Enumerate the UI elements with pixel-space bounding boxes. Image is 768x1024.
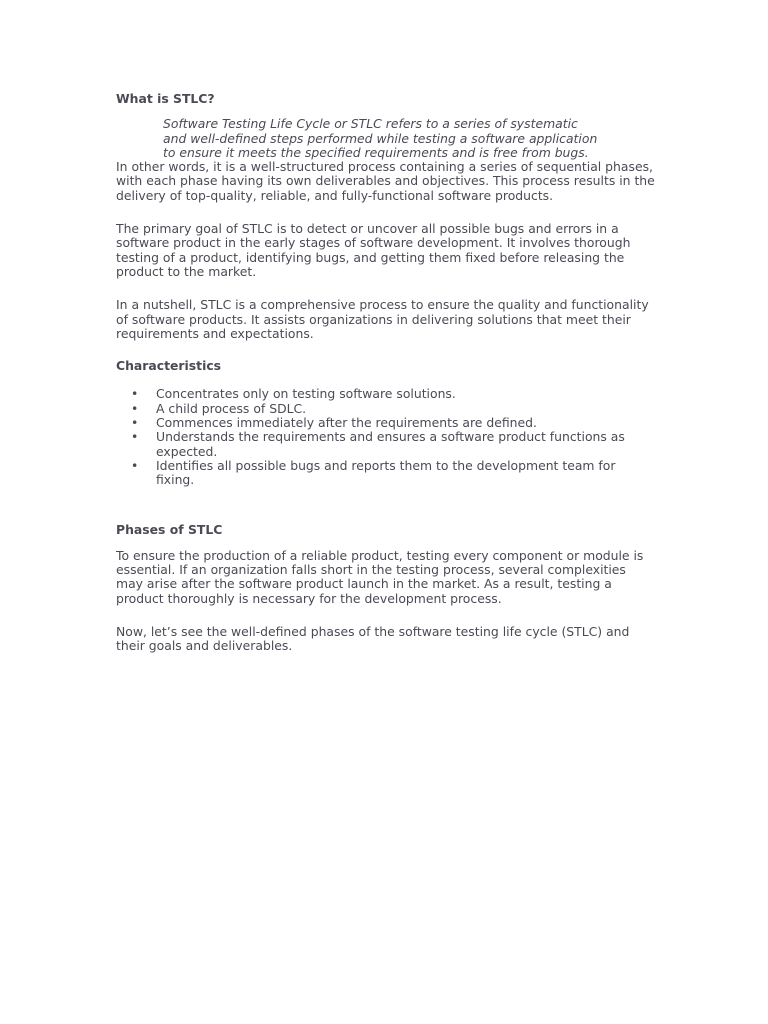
list-item-text: Identifies all possible bugs and reports them to the development team for fixing. (156, 457, 616, 488)
list-item (116, 459, 656, 488)
paragraph-ensure-production: To ensure the production of a reliable product, testing every component or module is essential. If an organization falls short in the testing process, several complexities may arise after the software product launch in the market. As a result, testing a product thoroughly is necessary for the development process. (116, 547, 644, 606)
paragraph-primary-goal: The primary goal of STLC is to detect or uncover all possible bugs and errors in a software product in the early stages of software development. It involves thorough testing of a product, identifying bugs, and getting them fixed before releasing the product to the market. (116, 221, 631, 279)
bullet-icon: • (131, 386, 139, 402)
heading-what-is-stlc: What is STLC? (116, 91, 215, 106)
list-item-text: Understands the requirements and ensures a software product functions as expected. (156, 429, 625, 459)
bullet-icon: • (131, 415, 139, 431)
document-page (116, 92, 656, 654)
bullet-icon: • (131, 457, 139, 473)
list-item (116, 416, 656, 430)
list-item-text: A child process of SDLC. (156, 400, 307, 416)
bullet-icon: • (131, 400, 139, 416)
heading-characteristics: Characteristics (116, 358, 222, 374)
paragraph-in-a-nutshell: In a nutshell, STLC is a comprehensive process to ensure the quality and functionality of software products. It assists organizations in delivering solutions that meet their requirements and expectations. (116, 297, 649, 341)
list-item-text: Commences immediately after the requirements are defined. (156, 415, 537, 431)
list-item (116, 402, 656, 416)
bullet-icon: • (131, 429, 139, 445)
paragraph-in-other-words: In other words, it is a well-structured process containing a series of sequential phases, with each phase having its own deliverables and objectives. This process results in the delivery of top-quality, reliable, and fully-functional software products. (116, 159, 655, 203)
characteristics-list (116, 387, 656, 487)
heading-phases-of-stlc: Phases of STLC (116, 521, 223, 537)
list-item (116, 430, 656, 459)
list-item (116, 387, 656, 401)
stlc-definition-quote: Software Testing Life Cycle or STLC refers to a series of systematic and well-defined steps performed while testing a software application to ensure it meets the specified requirements and is free from bugs. (163, 116, 598, 160)
paragraph-now-lets-see: Now, let’s see the well-defined phases of the software testing life cycle (STLC) and their goals and deliverables. (116, 624, 630, 654)
list-item-text: Concentrates only on testing software solutions. (156, 386, 456, 402)
